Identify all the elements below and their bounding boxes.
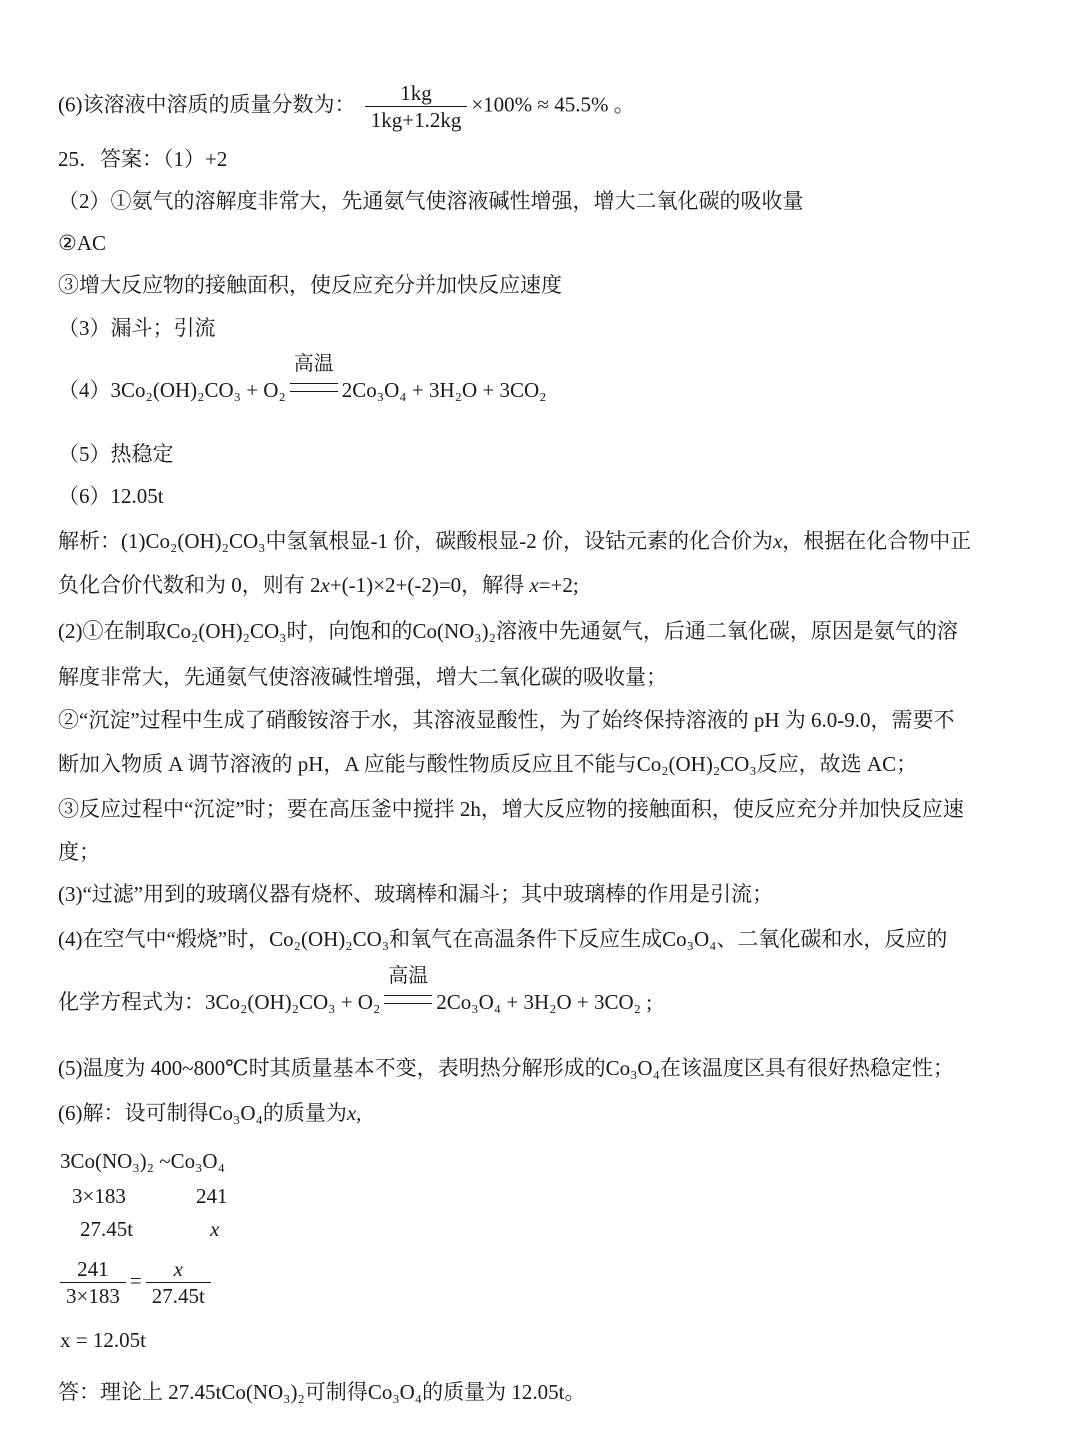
answer-heading: 25．答案：（1）+2 (58, 147, 228, 171)
line-mass-fraction: (6)该溶液中溶质的质量分数为： $\frac{1kg}{1kg+1.2kg}$ ×100% ≈ 45.5% 。 (58, 81, 635, 132)
analysis-1a: 解析：(1)Co₂(OH)₂CO₃中氢氧根显-1 价，碳酸根显-2 价，设钴元素的化合价为x，根据在化合物中正 (58, 529, 972, 553)
answer-2-2: ②AC (58, 231, 106, 255)
calc-molar-1: 3×183 (72, 1184, 126, 1208)
answer-2-3: ③增大反应物的接触面积，使反应充分并加快反应速度 (58, 273, 562, 297)
fraction: $\frac{1kg}{1kg+1.2kg}$ (365, 82, 468, 131)
calc-molar-2: 241 (196, 1184, 228, 1208)
analysis-2b: 解度非常大，先通氨气使溶液碱性增强，增大二氧化碳的吸收量； (58, 665, 667, 689)
calc-mass-2: x (210, 1217, 220, 1241)
analysis-6: (6)解：设可制得Co₃O₄的质量为x, (58, 1101, 362, 1125)
calc-relation: 3Co(NO₃)₂ ~Co₃O₄ (60, 1149, 225, 1173)
analysis-2a: (2)①在制取Co₂(OH)₂CO₃时，向饱和的Co(NO₃)₂溶液中先通氨气，后通二氧化碳，原因是氨气的溶 (58, 619, 958, 643)
analysis-2f: 度； (58, 840, 100, 864)
answer-3: （3）漏斗；引流 (58, 316, 216, 340)
reaction-arrow: 高温 (290, 376, 338, 404)
calc-proportion: $\frac{241}{3\times 183}$ = $\frac{x}{27.45t}$ (56, 1258, 215, 1307)
answer-6: （6）12.05t (58, 484, 164, 508)
final-answer: 答：理论上 27.45tCo(NO₃)₂可制得Co₃O₄的质量为 12.05t。 (58, 1380, 586, 1404)
analysis-2c: ②“沉淀”过程中生成了硝酸铵溶于水，其溶液显酸性，为了始终保持溶液的 pH 为 6.0-9.0，需要不 (58, 708, 955, 732)
analysis-4b-equation: 化学方程式为：3Co₂(OH)₂CO₃ + O₂ 高温 2Co₃O₄ + 3H₂O + 3CO₂ ; (58, 965, 653, 1014)
analysis-4a: (4)在空气中“煅烧”时，Co₂(OH)₂CO₃和氧气在高温条件下反应生成Co₃O₄、二氧化碳和水，反应的 (58, 927, 948, 951)
calc-result: x = 12.05t (60, 1328, 146, 1352)
analysis-2e: ③反应过程中“沉淀”时；要在高压釜中搅拌 2h，增大反应物的接触面积，使反应充分并加快反应速 (58, 797, 964, 821)
answer-4-equation: （4）3Co₂(OH)₂CO₃ + O₂ 高温 2Co₃O₄ + 3H₂O + 3CO₂ (58, 353, 547, 402)
analysis-3: (3)“过滤”用到的玻璃仪器有烧杯、玻璃棒和漏斗；其中玻璃棒的作用是引流； (58, 882, 774, 906)
answer-2-1: （2）①氨气的溶解度非常大，先通氨气使溶液碱性增强，增大二氧化碳的吸收量 (58, 189, 804, 213)
answer-5: （5）热稳定 (58, 442, 174, 466)
analysis-1b: 负化合价代数和为 0，则有 2x+(-1)×2+(-2)=0，解得 x=+2; (58, 573, 579, 597)
calc-mass-1: 27.45t (80, 1217, 134, 1241)
analysis-2d: 断加入物质 A 调节溶液的 pH，A 应能与酸性物质反应且不能与Co₂(OH)₂CO₃反应，故选 AC； (58, 752, 918, 776)
analysis-5: (5)温度为 400~800℃时其质量基本不变，表明热分解形成的Co₃O₄在该温度区具有很好热稳定性； (58, 1056, 954, 1080)
reaction-arrow: 高温 (384, 988, 432, 1016)
